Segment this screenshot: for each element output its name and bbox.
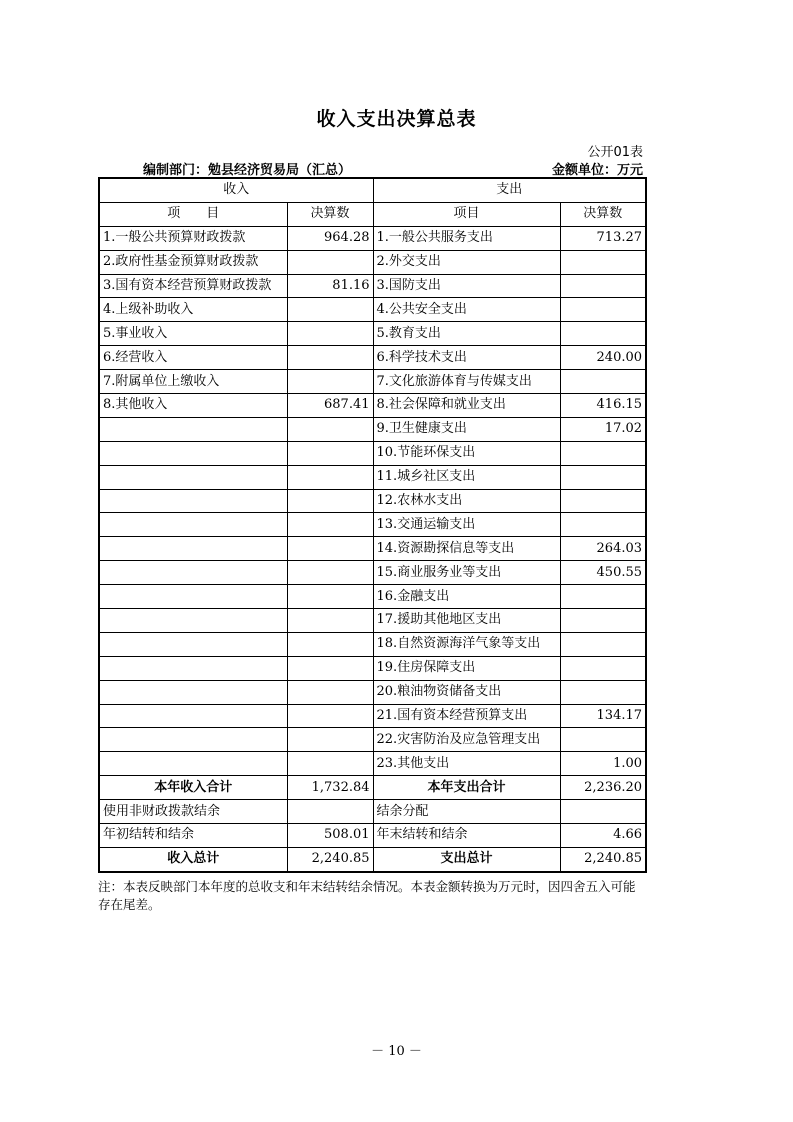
income-item: 8.其他收入 [99,394,287,418]
expense-item: 11.城乡社区支出 [373,465,560,489]
expense-item: 2.外交支出 [373,250,560,274]
income-amount [287,465,373,489]
expense-item: 21.国有资本经营预算支出 [373,704,560,728]
expense-amount: 240.00 [560,346,646,370]
table-row [99,680,646,704]
grand-total-row [99,847,646,871]
income-item [99,656,287,680]
expense-item: 5.教育支出 [373,322,560,346]
expense-item: 20.粮油物资储备支出 [373,680,560,704]
table-row [99,728,646,752]
income-item: 6.经营收入 [99,346,287,370]
income-amount [287,489,373,513]
table-row [99,537,646,561]
year-total-row [99,776,646,800]
income-item [99,417,287,441]
expense-amount [560,465,646,489]
income-amount [287,441,373,465]
non-fiscal-value [287,800,373,824]
income-item [99,489,287,513]
income-item [99,752,287,776]
income-amount [287,513,373,537]
table-row [99,417,646,441]
expense-amount: 134.17 [560,704,646,728]
income-amount [287,346,373,370]
expense-item: 12.农林水支出 [373,489,560,513]
expense-item: 14.资源勘探信息等支出 [373,537,560,561]
unit-label: 金额单位：万元 [551,163,643,178]
column-header-row [99,202,646,226]
expense-amount: 1.00 [560,752,646,776]
income-item [99,537,287,561]
table-row [99,250,646,274]
income-total-label: 收入总计 [99,847,287,871]
footnote: 注：本表反映部门本年度的总收支和年末结转结余情况。本表金额转换为万元时，因四舍五入可能存在尾差。 [98,879,636,912]
expense-amount: 17.02 [560,417,646,441]
income-total-value: 2,240.85 [287,847,373,871]
expense-amount [560,441,646,465]
income-header: 收入 [99,178,373,202]
expense-item: 1.一般公共服务支出 [373,226,560,250]
carryover-row [99,824,646,848]
expense-item: 10.节能环保支出 [373,441,560,465]
end-carryover-label: 年末结转和结余 [373,824,560,848]
surplus-dist-label: 结余分配 [373,800,560,824]
income-item [99,585,287,609]
income-item [99,680,287,704]
begin-carryover-value: 508.01 [287,824,373,848]
non-fiscal-row [99,800,646,824]
income-item: 2.政府性基金预算财政拨款 [99,250,287,274]
income-item [99,465,287,489]
item-header-right: 项目 [373,202,560,226]
expense-item: 6.科学技术支出 [373,346,560,370]
income-amount [287,752,373,776]
expense-item: 7.文化旅游体育与传媒支出 [373,370,560,394]
income-amount [287,537,373,561]
item-header-left: 项 目 [99,202,287,226]
table-row [99,632,646,656]
income-amount [287,298,373,322]
department-label: 编制部门：勉县经济贸易局（汇总） [143,163,352,178]
income-amount: 964.28 [287,226,373,250]
budget-table [98,177,647,873]
year-expense-value: 2,236.20 [560,776,646,800]
income-amount: 81.16 [287,274,373,298]
expense-total-label: 支出总计 [373,847,560,871]
income-amount [287,609,373,633]
expense-amount [560,489,646,513]
expense-amount [560,322,646,346]
table-row [99,656,646,680]
income-amount [287,370,373,394]
expense-amount [560,609,646,633]
table-row [99,346,646,370]
income-amount [287,561,373,585]
expense-amount [560,728,646,752]
income-item [99,704,287,728]
table-row [99,704,646,728]
expense-amount [560,274,646,298]
income-item [99,632,287,656]
income-item [99,561,287,585]
income-amount [287,417,373,441]
amount-header-right: 决算数 [560,202,646,226]
amount-header-left: 决算数 [287,202,373,226]
table-row [99,489,646,513]
expense-header: 支出 [373,178,646,202]
expense-item: 19.住房保障支出 [373,656,560,680]
table-row [99,274,646,298]
expense-item: 16.金融支出 [373,585,560,609]
expense-amount: 416.15 [560,394,646,418]
expense-item: 13.交通运输支出 [373,513,560,537]
year-expense-label: 本年支出合计 [373,776,560,800]
expense-amount [560,632,646,656]
expense-item: 3.国防支出 [373,274,560,298]
income-item: 3.国有资本经营预算财政拨款 [99,274,287,298]
expense-amount [560,585,646,609]
page-title: 收入支出决算总表 [316,108,477,130]
income-item [99,513,287,537]
expense-amount [560,656,646,680]
expense-item: 15.商业服务业等支出 [373,561,560,585]
income-amount [287,680,373,704]
income-amount [287,250,373,274]
income-amount [287,585,373,609]
income-item [99,728,287,752]
income-item: 5.事业收入 [99,322,287,346]
table-row [99,370,646,394]
table-row [99,513,646,537]
expense-item: 22.灾害防治及应急管理支出 [373,728,560,752]
table-row [99,441,646,465]
expense-amount [560,298,646,322]
income-amount [287,656,373,680]
table-row [99,752,646,776]
table-row [99,609,646,633]
table-row [99,226,646,250]
income-amount: 687.41 [287,394,373,418]
table-row [99,465,646,489]
expense-amount [560,513,646,537]
expense-item: 8.社会保障和就业支出 [373,394,560,418]
expense-item: 4.公共安全支出 [373,298,560,322]
income-item: 4.上级补助收入 [99,298,287,322]
expense-amount [560,250,646,274]
expense-item: 23.其他支出 [373,752,560,776]
expense-item: 9.卫生健康支出 [373,417,560,441]
income-amount [287,632,373,656]
page-number: － 10 － [371,1044,422,1059]
begin-carryover-label: 年初结转和结余 [99,824,287,848]
form-id: 公开01表 [587,145,643,160]
surplus-dist-value [560,800,646,824]
table-row [99,322,646,346]
expense-item: 18.自然资源海洋气象等支出 [373,632,560,656]
non-fiscal-label: 使用非财政拨款结余 [99,800,287,824]
year-income-value: 1,732.84 [287,776,373,800]
expense-amount: 713.27 [560,226,646,250]
income-item [99,609,287,633]
income-amount [287,704,373,728]
expense-amount: 264.03 [560,537,646,561]
expense-amount: 450.55 [560,561,646,585]
income-item: 7.附属单位上缴收入 [99,370,287,394]
table-row [99,561,646,585]
income-amount [287,728,373,752]
table-row [99,585,646,609]
table-row [99,394,646,418]
expense-amount [560,370,646,394]
end-carryover-value: 4.66 [560,824,646,848]
year-income-label: 本年收入合计 [99,776,287,800]
table-row [99,298,646,322]
expense-item: 17.援助其他地区支出 [373,609,560,633]
expense-amount [560,680,646,704]
expense-total-value: 2,240.85 [560,847,646,871]
section-header-row [99,178,646,202]
income-item: 1.一般公共预算财政拨款 [99,226,287,250]
income-amount [287,322,373,346]
income-item [99,441,287,465]
